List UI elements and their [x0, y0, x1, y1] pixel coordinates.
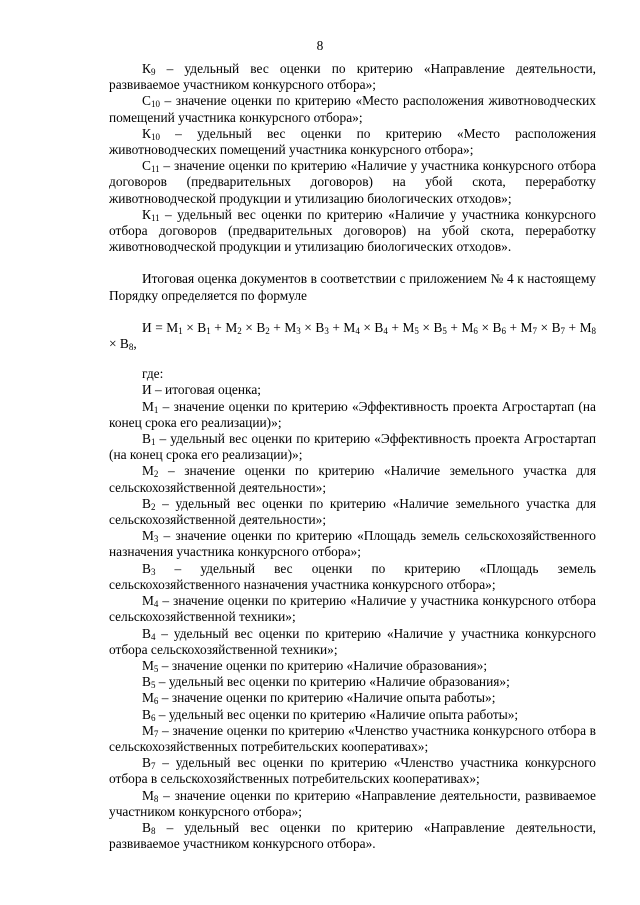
variable-symbol: М	[142, 690, 154, 706]
plus-sign: +	[505, 319, 521, 335]
criteria-definitions-list	[109, 399, 596, 853]
definition-text: – значение оценки по критерию «Площадь земель сельскохозяйственного назначения участника конкурсного отбора»;	[109, 528, 596, 560]
subscript-index: 2	[265, 325, 270, 336]
variable-symbol: В	[197, 319, 207, 335]
subscript-index: 10	[150, 131, 160, 142]
definition-paragraph	[109, 561, 596, 593]
definition-text: – удельный вес оценки по критерию «Членство участника конкурсного отбора в сельскохозяйственных потребительских кооперативах»;	[109, 755, 596, 787]
variable-symbol: К	[142, 61, 151, 76]
subscript-index: 11	[150, 212, 160, 223]
variable-symbol: М	[402, 319, 415, 335]
definition-paragraph	[109, 61, 596, 93]
subscript-index: 8	[128, 342, 134, 353]
definition-paragraph	[109, 496, 596, 528]
variable-symbol: М	[142, 593, 154, 609]
variable-symbol: В	[433, 319, 443, 335]
subscript-index: 10	[150, 99, 160, 110]
variable-symbol: В	[119, 336, 129, 352]
definition-text: – удельный вес оценки по критерию «Направление деятельности, развиваемое участником конкурсного отбора».	[109, 819, 596, 852]
times-sign: ×	[182, 319, 198, 335]
times-sign: ×	[418, 319, 434, 335]
variable-symbol: В	[142, 706, 151, 722]
subscript-index: 3	[324, 325, 329, 336]
subscript-index: 5	[153, 663, 159, 674]
definition-paragraph	[109, 207, 596, 256]
subscript-index: 7	[560, 325, 565, 336]
variable-symbol: В	[551, 319, 561, 335]
definition-paragraph	[109, 820, 596, 852]
definition-paragraph	[109, 399, 596, 431]
definition-paragraph	[109, 723, 596, 755]
subscript-index: 3	[153, 534, 159, 545]
formula-intro: Итоговая оценка документов в соответствии с приложением № 4 к настоящему Порядку определяется по формуле	[109, 271, 596, 303]
definition-text: – значение оценки по критерию «Направление деятельности, развиваемое участником конкурсного отбора»;	[109, 787, 596, 819]
subscript-index: 1	[150, 437, 156, 448]
times-sign: ×	[477, 319, 493, 335]
subscript-index: 6	[473, 325, 478, 336]
subscript-index: 1	[153, 404, 159, 415]
plus-sign: +	[565, 319, 580, 335]
total-score-formula	[109, 320, 596, 352]
definition-paragraph	[109, 158, 596, 207]
subscript-index: 1	[178, 325, 183, 336]
variable-symbol: К	[142, 206, 151, 222]
variable-symbol: В	[142, 625, 151, 641]
definition-paragraph	[109, 626, 596, 658]
definition-text: – удельный вес оценки по критерию «Место расположения животноводческих помещений участника конкурсного отбора»;	[109, 125, 596, 158]
variable-symbol: М	[225, 319, 238, 335]
subscript-index: 8	[591, 325, 597, 336]
definition-paragraph	[109, 707, 596, 723]
definition-paragraph	[109, 658, 596, 674]
times-sign: ×	[300, 319, 316, 335]
subscript-index: 6	[501, 325, 506, 336]
variable-symbol: В	[142, 495, 151, 511]
variable-symbol: М	[142, 463, 154, 479]
variable-symbol: В	[142, 431, 151, 447]
plus-sign: +	[269, 319, 285, 335]
variable-symbol: В	[142, 755, 151, 771]
variable-symbol: М	[166, 319, 179, 335]
variable-symbol: М	[142, 722, 154, 738]
subscript-index: 1	[206, 325, 211, 336]
definition-text: – значение оценки по критерию «Наличие у участника конкурсного отбора сельскохозяйственной техники»;	[109, 593, 596, 625]
subscript-index: 4	[150, 631, 156, 642]
variable-symbol: М	[284, 319, 297, 335]
subscript-index: 7	[153, 728, 159, 739]
definition-text: – удельный вес оценки по критерию «Наличие у участника конкурсного отбора договоров (предварительных договоров) на убой скота, переработку животноводческой продукции и утилизацию биологических отходов».	[109, 206, 596, 255]
subscript-index: 5	[150, 680, 156, 691]
definition-paragraph	[109, 126, 596, 158]
definition-text: – значение оценки по критерию «Наличие земельного участка для сельскохозяйственной деятельности»;	[109, 463, 596, 495]
variable-symbol: М	[142, 787, 154, 803]
variable-symbol: В	[256, 319, 266, 335]
plus-sign: +	[328, 319, 344, 335]
subscript-index: 4	[383, 325, 388, 336]
variable-symbol: С	[142, 158, 151, 174]
definition-text: – значение оценки по критерию «Наличие опыта работы»;	[158, 690, 496, 706]
subscript-index: 7	[150, 761, 156, 772]
definition-text: – значение оценки по критерию «Наличие образования»;	[158, 657, 488, 673]
definition-paragraph	[109, 690, 596, 706]
variable-symbol: В	[142, 560, 151, 576]
plus-sign: +	[387, 319, 403, 335]
variable-symbol: М	[461, 319, 474, 335]
definition-paragraph	[109, 463, 596, 495]
definition-text: – значение оценки по критерию «Эффективность проекта Агростартап (на конец срока его реализации)»;	[109, 398, 596, 430]
definition-text: – удельный вес оценки по критерию «Наличие образования»;	[155, 674, 510, 690]
subscript-index: 5	[442, 325, 447, 336]
subscript-index: 3	[150, 566, 156, 577]
variable-symbol: В	[142, 674, 151, 690]
subscript-index: 6	[153, 696, 159, 707]
variable-symbol: М	[142, 528, 154, 544]
subscript-index: 11	[150, 164, 160, 175]
definition-text: – удельный вес оценки по критерию «Площадь земель сельскохозяйственного назначения участника конкурсного отбора»;	[109, 560, 596, 592]
variable-symbol: М	[142, 657, 154, 673]
variable-symbol: М	[142, 398, 154, 414]
subscript-index: 5	[414, 325, 419, 336]
subscript-index: 7	[532, 325, 537, 336]
times-sign: ×	[241, 319, 257, 335]
where-label: где:	[142, 366, 164, 382]
times-sign: ×	[359, 319, 375, 335]
variable-symbol: В	[374, 319, 384, 335]
definition-text: – удельный вес оценки по критерию «Эффективность проекта Агростартап (на конец срока его реализации)»;	[109, 431, 596, 463]
formula-end: ,	[133, 336, 137, 352]
variable-symbol: К	[142, 125, 151, 141]
definition-text: – удельный вес оценки по критерию «Направление деятельности, развиваемое участником конкурсного отбора»;	[109, 61, 596, 93]
subscript-index: 4	[153, 599, 159, 610]
subscript-index: 2	[153, 469, 159, 480]
total-score-definition: И – итоговая оценка;	[142, 382, 261, 398]
definition-paragraph	[109, 755, 596, 787]
subscript-index: 8	[153, 793, 159, 804]
plus-sign: +	[446, 319, 462, 335]
document-body	[109, 61, 596, 852]
definition-paragraph	[109, 528, 596, 560]
page-number: 8	[316, 38, 324, 53]
subscript-index: 3	[296, 325, 301, 336]
subscript-index: 8	[150, 825, 156, 836]
definition-text: – значение оценки по критерию «Место расположения животноводческих помещений участника конкурсного отбора»;	[109, 93, 596, 125]
definition-paragraph	[109, 674, 596, 690]
definition-text: – значение оценки по критерию «Членство участника конкурсного отбора в сельскохозяйственных потребительских кооперативах»;	[109, 722, 596, 754]
times-sign: ×	[109, 336, 120, 352]
subscript-index: 9	[150, 67, 156, 77]
subscript-index: 4	[355, 325, 360, 336]
variable-symbol: М	[343, 319, 356, 335]
variable-symbol: В	[315, 319, 325, 335]
variable-symbol: В	[142, 819, 151, 835]
definition-paragraph	[109, 788, 596, 820]
weights-top-list	[109, 61, 596, 255]
definition-text: – значение оценки по критерию «Наличие у участника конкурсного отбора договоров (предварительных договоров) на убой скота, переработку животноводческой продукции и утилизацию биологических отходов»;	[109, 158, 596, 206]
definition-text: – удельный вес оценки по критерию «Наличие опыта работы»;	[155, 706, 519, 722]
definition-text: – удельный вес оценки по критерию «Наличие у участника конкурсного отбора сельскохозяйственной техники»;	[109, 625, 596, 657]
subscript-index: 6	[150, 712, 156, 723]
variable-symbol: В	[492, 319, 502, 335]
subscript-index: 2	[237, 325, 242, 336]
formula-lhs: И =	[142, 319, 167, 335]
times-sign: ×	[536, 319, 552, 335]
subscript-index: 2	[150, 501, 156, 512]
definition-paragraph	[109, 431, 596, 463]
variable-symbol: С	[142, 93, 151, 109]
variable-symbol: М	[579, 319, 592, 335]
definition-paragraph	[109, 93, 596, 125]
definition-paragraph	[109, 593, 596, 625]
variable-symbol: М	[520, 319, 533, 335]
definition-text: – удельный вес оценки по критерию «Наличие земельного участка для сельскохозяйственной деятельности»;	[109, 495, 596, 528]
plus-sign: +	[210, 319, 226, 335]
